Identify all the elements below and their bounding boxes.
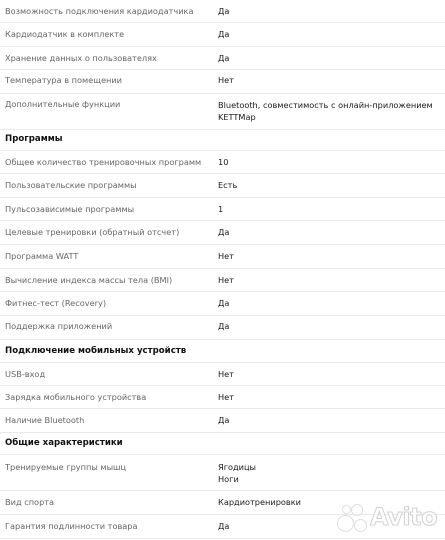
spec-row [0, 386, 445, 409]
spec-label: Дополнительные функции [5, 99, 121, 109]
spec-label: Зарядка мобильного устройства [5, 392, 147, 402]
spec-value: Bluetooth, совместимость с онлайн-приложением KETTMap [218, 100, 433, 122]
spec-row [0, 23, 445, 47]
avito-logo-icon [336, 502, 368, 532]
spec-row [0, 409, 445, 433]
spec-row [0, 150, 445, 174]
spec-label: Целевые тренировки (обратный отсчет) [5, 227, 180, 237]
avito-watermark [336, 500, 440, 534]
spec-value: Нет [218, 392, 234, 402]
spec-label: USB-вход [5, 369, 46, 379]
spec-row [0, 198, 445, 221]
spec-row [0, 292, 445, 316]
spec-value: Да [218, 298, 230, 308]
spec-value: Ягодицы Ноги [218, 462, 257, 484]
section-heading-general: Общие характеристики [5, 438, 123, 448]
spec-label: Хранение данных о пользователях [5, 53, 157, 63]
spec-row [0, 245, 445, 269]
spec-value: Да [218, 53, 230, 63]
spec-label: Тренируемые группы мышц [5, 462, 127, 472]
spec-row [0, 94, 445, 130]
spec-label: Фитнес-тест (Recovery) [5, 298, 107, 308]
spec-row [0, 221, 445, 245]
spec-row [0, 47, 445, 70]
spec-value: 1 [218, 204, 224, 214]
spec-value: Да [218, 415, 230, 425]
spec-row [0, 362, 445, 386]
spec-row [0, 269, 445, 292]
spec-label: Поддержка приложений [5, 321, 113, 331]
spec-value: 10 [218, 157, 229, 167]
spec-label: Пульсозависимые программы [5, 204, 135, 214]
spec-row [0, 174, 445, 198]
spec-label: Наличие Bluetooth [5, 415, 85, 425]
spec-label: Программа WATT [5, 251, 79, 261]
spec-value: Нет [218, 369, 234, 379]
spec-label: Вид спорта [5, 497, 55, 507]
spec-value: Нет [218, 275, 234, 285]
spec-value: Да [218, 521, 230, 531]
spec-row [0, 70, 445, 94]
spec-value: Кардиотренировки [218, 497, 301, 507]
spec-value: Нет [218, 251, 234, 261]
spec-label: Вычисление индекса массы тела (BMI) [5, 275, 173, 285]
avito-watermark-text: Avito [370, 503, 438, 531]
spec-label: Возможность подключения кардиодатчика [5, 6, 194, 16]
spec-label: Общее количество тренировочных программ [5, 157, 202, 167]
spec-value: Да [218, 321, 230, 331]
spec-value: Есть [218, 180, 238, 190]
spec-row [0, 454, 445, 491]
spec-label: Пользовательские программы [5, 180, 137, 190]
spec-value: Нет [218, 75, 234, 85]
section-heading-programs: Программы [5, 134, 63, 144]
spec-value: Да [218, 29, 230, 39]
spec-label: Гарантия подлинности товара [5, 521, 138, 531]
section-heading-mobile: Подключение мобильных устройств [5, 346, 187, 356]
spec-row [0, 316, 445, 340]
spec-label: Кардиодатчик в комплекте [5, 29, 125, 39]
spec-row [0, 0, 445, 23]
spec-value: Да [218, 227, 230, 237]
spec-label: Температура в помещении [5, 75, 122, 85]
spec-value: Да [218, 6, 230, 16]
